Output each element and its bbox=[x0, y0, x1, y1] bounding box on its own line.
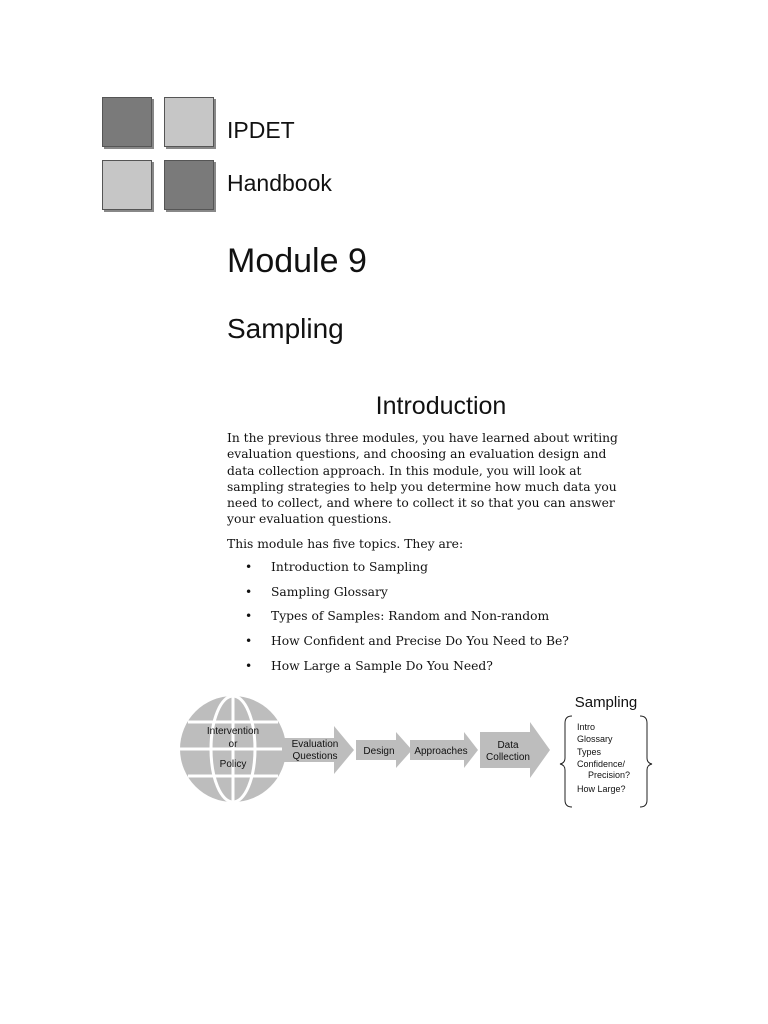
bullet-icon: • bbox=[245, 560, 253, 574]
arrow-design-label: Design bbox=[363, 746, 395, 757]
topics-intro: This module has five topics. They are: bbox=[227, 537, 464, 551]
list-item bbox=[245, 583, 569, 608]
arrow-evaluation-label-line1: Evaluation bbox=[291, 739, 339, 750]
bullet-icon: • bbox=[245, 584, 253, 599]
paragraph-line: need to collect, and where to collect it so that you can answer bbox=[227, 496, 615, 511]
section-heading: Introduction bbox=[375, 392, 507, 420]
sampling-item-glossary: Glossary bbox=[577, 734, 613, 744]
topic-label: Sampling Glossary bbox=[271, 584, 388, 599]
sampling-item-types: Types bbox=[577, 747, 602, 757]
arrow-shape-1 bbox=[282, 726, 354, 774]
left-brace-icon bbox=[560, 716, 572, 807]
header-title: IPDET bbox=[227, 117, 295, 143]
logo-square-bottom-right bbox=[164, 160, 214, 210]
list-item bbox=[245, 558, 569, 583]
globe-label-line1: Intervention bbox=[206, 726, 260, 737]
module-number: Module 9 bbox=[227, 242, 367, 280]
paragraph-line: your evaluation questions. bbox=[227, 512, 392, 527]
sampling-title: Sampling bbox=[574, 694, 638, 711]
intro-paragraph bbox=[227, 430, 659, 528]
paragraph-line: data collection approach. In this module, you will look at bbox=[227, 463, 582, 478]
module-subject: Sampling bbox=[227, 313, 344, 344]
header-subtitle: Handbook bbox=[227, 170, 332, 196]
logo-square-top-left bbox=[102, 97, 152, 147]
topic-label: How Confident and Precise Do You Need to Be? bbox=[271, 634, 569, 649]
bullet-icon: • bbox=[245, 609, 253, 624]
logo-square-bottom-left bbox=[102, 160, 152, 210]
arrow-data-collection-label-line2: Collection bbox=[486, 752, 530, 763]
list-item bbox=[245, 607, 569, 632]
logo-square-top-right bbox=[164, 97, 214, 147]
right-brace-icon bbox=[640, 716, 652, 807]
paragraph-line: sampling strategies to help you determine how much data you bbox=[227, 479, 617, 494]
arrow-data-collection-label-line1: Data bbox=[497, 740, 519, 751]
topic-label: Introduction to Sampling bbox=[271, 560, 428, 574]
globe-label-line3: Policy bbox=[219, 759, 247, 770]
paragraph-line: evaluation questions, and choosing an evaluation design and bbox=[227, 447, 607, 462]
arrow-evaluation-label-line2: Questions bbox=[292, 751, 338, 762]
paragraph-line: In the previous three modules, you have learned about writing bbox=[227, 431, 618, 445]
bullet-icon: • bbox=[245, 658, 253, 673]
list-item bbox=[245, 632, 569, 657]
list-item bbox=[245, 657, 569, 682]
arrow-approaches-label: Approaches bbox=[414, 746, 468, 757]
sampling-item-intro: Intro bbox=[577, 722, 596, 732]
topic-label: Types of Samples: Random and Non-random bbox=[271, 609, 550, 624]
sampling-item-how-large: How Large? bbox=[577, 784, 626, 794]
process-diagram bbox=[178, 686, 658, 812]
topics-list bbox=[245, 558, 569, 681]
topic-label: How Large a Sample Do You Need? bbox=[271, 658, 493, 673]
sampling-item-precision: Precision? bbox=[588, 770, 631, 780]
bullet-icon: • bbox=[245, 634, 253, 649]
sampling-item-confidence: Confidence/ bbox=[577, 759, 626, 769]
globe-label-line2: or bbox=[228, 739, 238, 750]
